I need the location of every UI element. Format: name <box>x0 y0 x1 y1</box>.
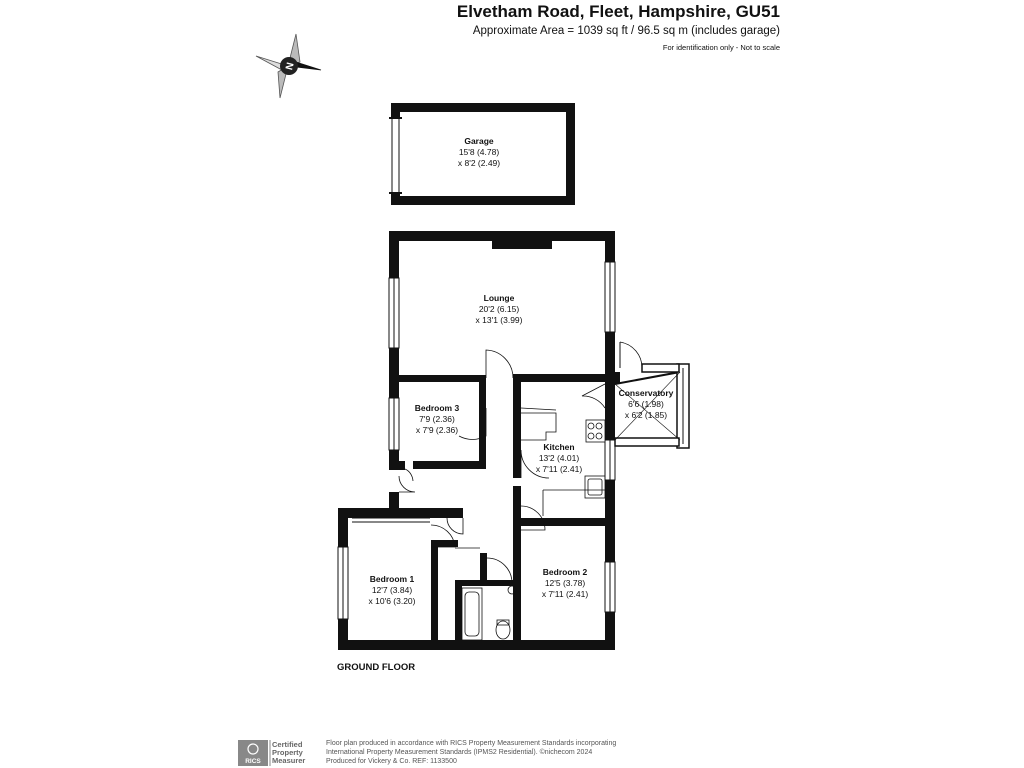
svg-text:x 7'11 (2.41): x 7'11 (2.41) <box>541 589 589 599</box>
footer-line: Floor plan produced in accordance with RICS Property Measurement Standards incorporating <box>326 740 617 747</box>
floor-label: GROUND FLOOR <box>337 662 416 673</box>
compass-rose-icon <box>256 34 321 98</box>
footer-line: Produced for Vickery & Co. REF: 1133500 <box>326 758 457 765</box>
svg-text:x 10'6 (3.20): x 10'6 (3.20) <box>368 596 416 606</box>
svg-text:x 6'2 (1.85): x 6'2 (1.85) <box>624 410 668 420</box>
svg-text:15'8 (4.78): 15'8 (4.78) <box>458 147 500 157</box>
room-label-garage <box>458 136 500 168</box>
rics-logo: RICS <box>245 758 261 765</box>
svg-text:Lounge: Lounge <box>483 293 515 303</box>
svg-text:Bedroom 2: Bedroom 2 <box>542 567 588 577</box>
svg-text:Bedroom 3: Bedroom 3 <box>414 403 460 413</box>
room-label-kitchen <box>536 442 583 474</box>
svg-text:x 8'2 (2.49): x 8'2 (2.49) <box>457 158 501 168</box>
footer-credits <box>326 739 626 766</box>
svg-text:Garage: Garage <box>464 136 494 146</box>
room-label-conservatory <box>619 388 674 420</box>
compass-north-label: N <box>284 61 297 72</box>
badge-text <box>272 741 305 765</box>
svg-text:Kitchen: Kitchen <box>543 442 575 452</box>
rics-badge <box>238 740 270 766</box>
badge-line: Property <box>272 748 303 757</box>
svg-text:6'6 (1.98): 6'6 (1.98) <box>628 399 664 409</box>
svg-text:7'9 (2.36): 7'9 (2.36) <box>419 414 455 424</box>
disclaimer-note: For identification only - Not to scale <box>662 43 780 52</box>
svg-text:Conservatory: Conservatory <box>618 388 674 398</box>
room-label-bedroom-3 <box>415 403 460 435</box>
room-label-lounge <box>476 293 523 325</box>
svg-text:x 13'1 (3.99): x 13'1 (3.99) <box>475 315 523 325</box>
plan-title: Elvetham Road, Fleet, Hampshire, GU51 <box>456 2 780 21</box>
svg-text:x 7'11 (2.41): x 7'11 (2.41) <box>535 464 583 474</box>
room-label-bedroom-1 <box>369 574 416 606</box>
room-label-bedroom-2 <box>542 567 589 599</box>
badge-line: Certified <box>272 740 303 749</box>
svg-text:Bedroom 1: Bedroom 1 <box>369 574 415 584</box>
approximate-area: Approximate Area = 1039 sq ft / 96.5 sq m (includes garage) <box>472 25 780 37</box>
svg-text:13'2 (4.01): 13'2 (4.01) <box>538 453 580 463</box>
svg-text:x 7'9 (2.36): x 7'9 (2.36) <box>415 425 459 435</box>
badge-line: Measurer <box>272 756 306 765</box>
svg-text:12'5 (3.78): 12'5 (3.78) <box>544 578 586 588</box>
footer-line: International Property Measurement Standards (IPMS2 Residential). ©nichecom 2024 <box>326 749 593 756</box>
svg-text:20'2 (6.15): 20'2 (6.15) <box>478 304 520 314</box>
svg-text:12'7 (3.84): 12'7 (3.84) <box>371 585 413 595</box>
